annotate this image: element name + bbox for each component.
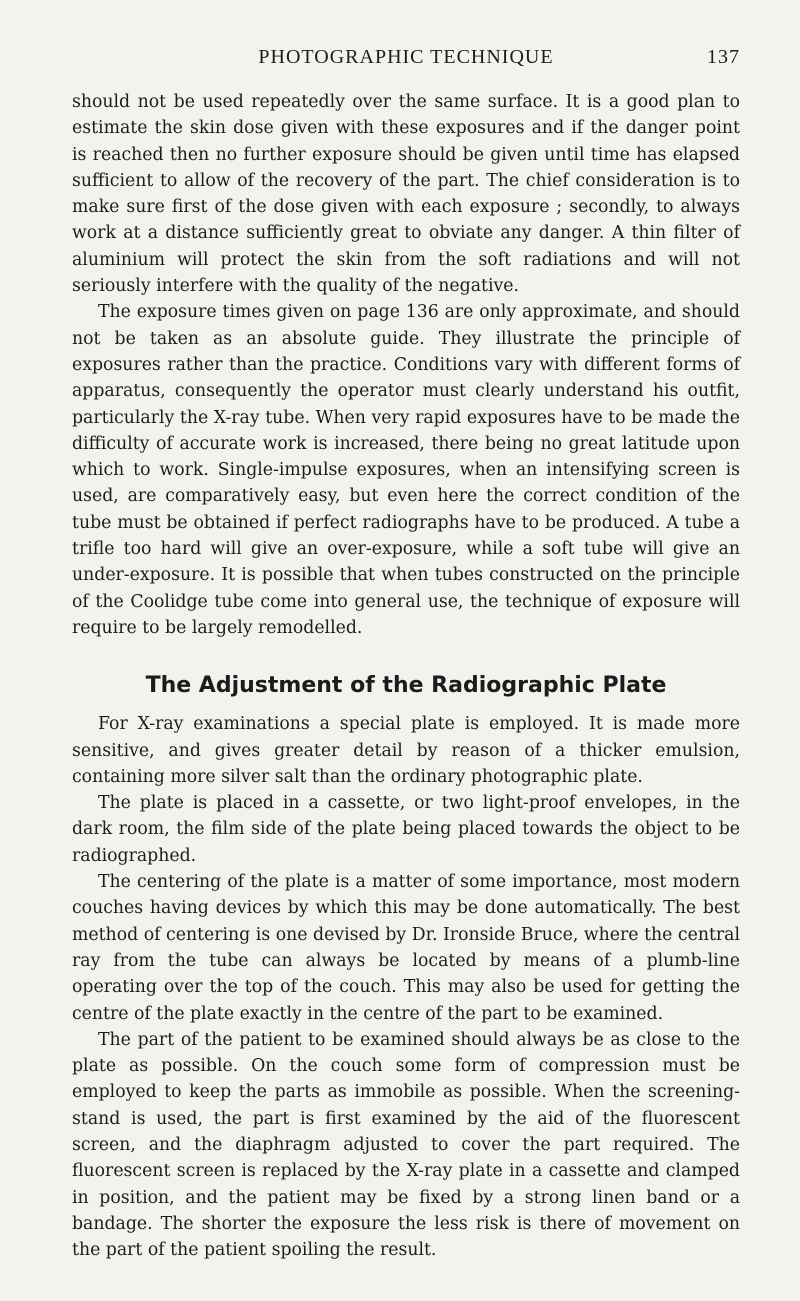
running-header <box>72 46 740 76</box>
paragraph-special-plate: For X-ray examinations a special plate is employed. It is made more sensitive, and gives greater detail by reason of a thicker emulsion, containing more silver salt than the ordinary photographic plate. <box>72 714 740 787</box>
page-body <box>72 89 740 1263</box>
paragraph-exposure-times: The exposure times given on page 136 are only approximate, and should not be taken as an absolute guide. They illustrate the principle of exposures rather than the practice. Conditions vary with different forms of apparatus, consequently the operator must clearly understand his outfit, particularly the X-ray tube. When very rapid exposures have to be made the difficulty of accurate work is increased, there being no great latitude upon which to work. Single-impulse exposures, when an intensifying screen is used, are comparatively easy, but even here the correct condition of the tube must be obtained if perfect radiographs have to be produced. A tube a trifle too hard will give an over-exposure, while a soft tube will give an under-exposure. It is possible that when tubes constructed on the principle of the Coolidge tube come into general use, the technique of exposure will require to be largely remodelled. <box>72 302 740 638</box>
paragraph-patient-position: The part of the patient to be examined should always be as close to the plate as possible. On the couch some form of compression must be employed to keep the parts as immobile as possible. When the screening-stand is used, the part is first examined by the aid of the fluorescent screen, and the diaphragm adjusted to cover the part required. The fluorescent screen is replaced by the X-ray plate in a cassette and clamped in position, and the patient may be fixed by a strong linen band or a bandage. The shorter the exposure the less risk is there of movement on the part of the patient spoiling the result. <box>72 1029 740 1261</box>
running-title: PHOTOGRAPHIC TECHNIQUE <box>258 46 554 68</box>
paragraph-centering: The centering of the plate is a matter of some importance, most modern couches having devices by which this may be done automatically. The best method of centering is one devised by Dr. Ironside Bruce, where the central ray from the tube can always be located by means of a plumb-line operating over the top of the couch. This may also be used for getting the centre of the plate exactly in the centre of the part to be examined. <box>72 872 740 1024</box>
paragraph-continued: should not be used repeatedly over the same surface. It is a good plan to estimate the skin dose given with these exposures and if the danger point is reached then no further exposure should be given until time has elapsed sufficient to allow of the recovery of the part. The chief consideration is to make sure first of the dose given with each exposure ; secondly, to always work at a distance sufficiently great to obviate any danger. A thin filter of aluminium will protect the skin from the soft radiations and will not seriously interfere with the quality of the negative. <box>72 92 740 297</box>
paragraph-cassette: The plate is placed in a cassette, or two light-proof envelopes, in the dark room, the film side of the plate being placed towards the object to be radiographed. <box>72 793 740 866</box>
section-heading: The Adjustment of the Radiographic Plate <box>145 673 667 699</box>
page-number: 137 <box>707 46 740 68</box>
